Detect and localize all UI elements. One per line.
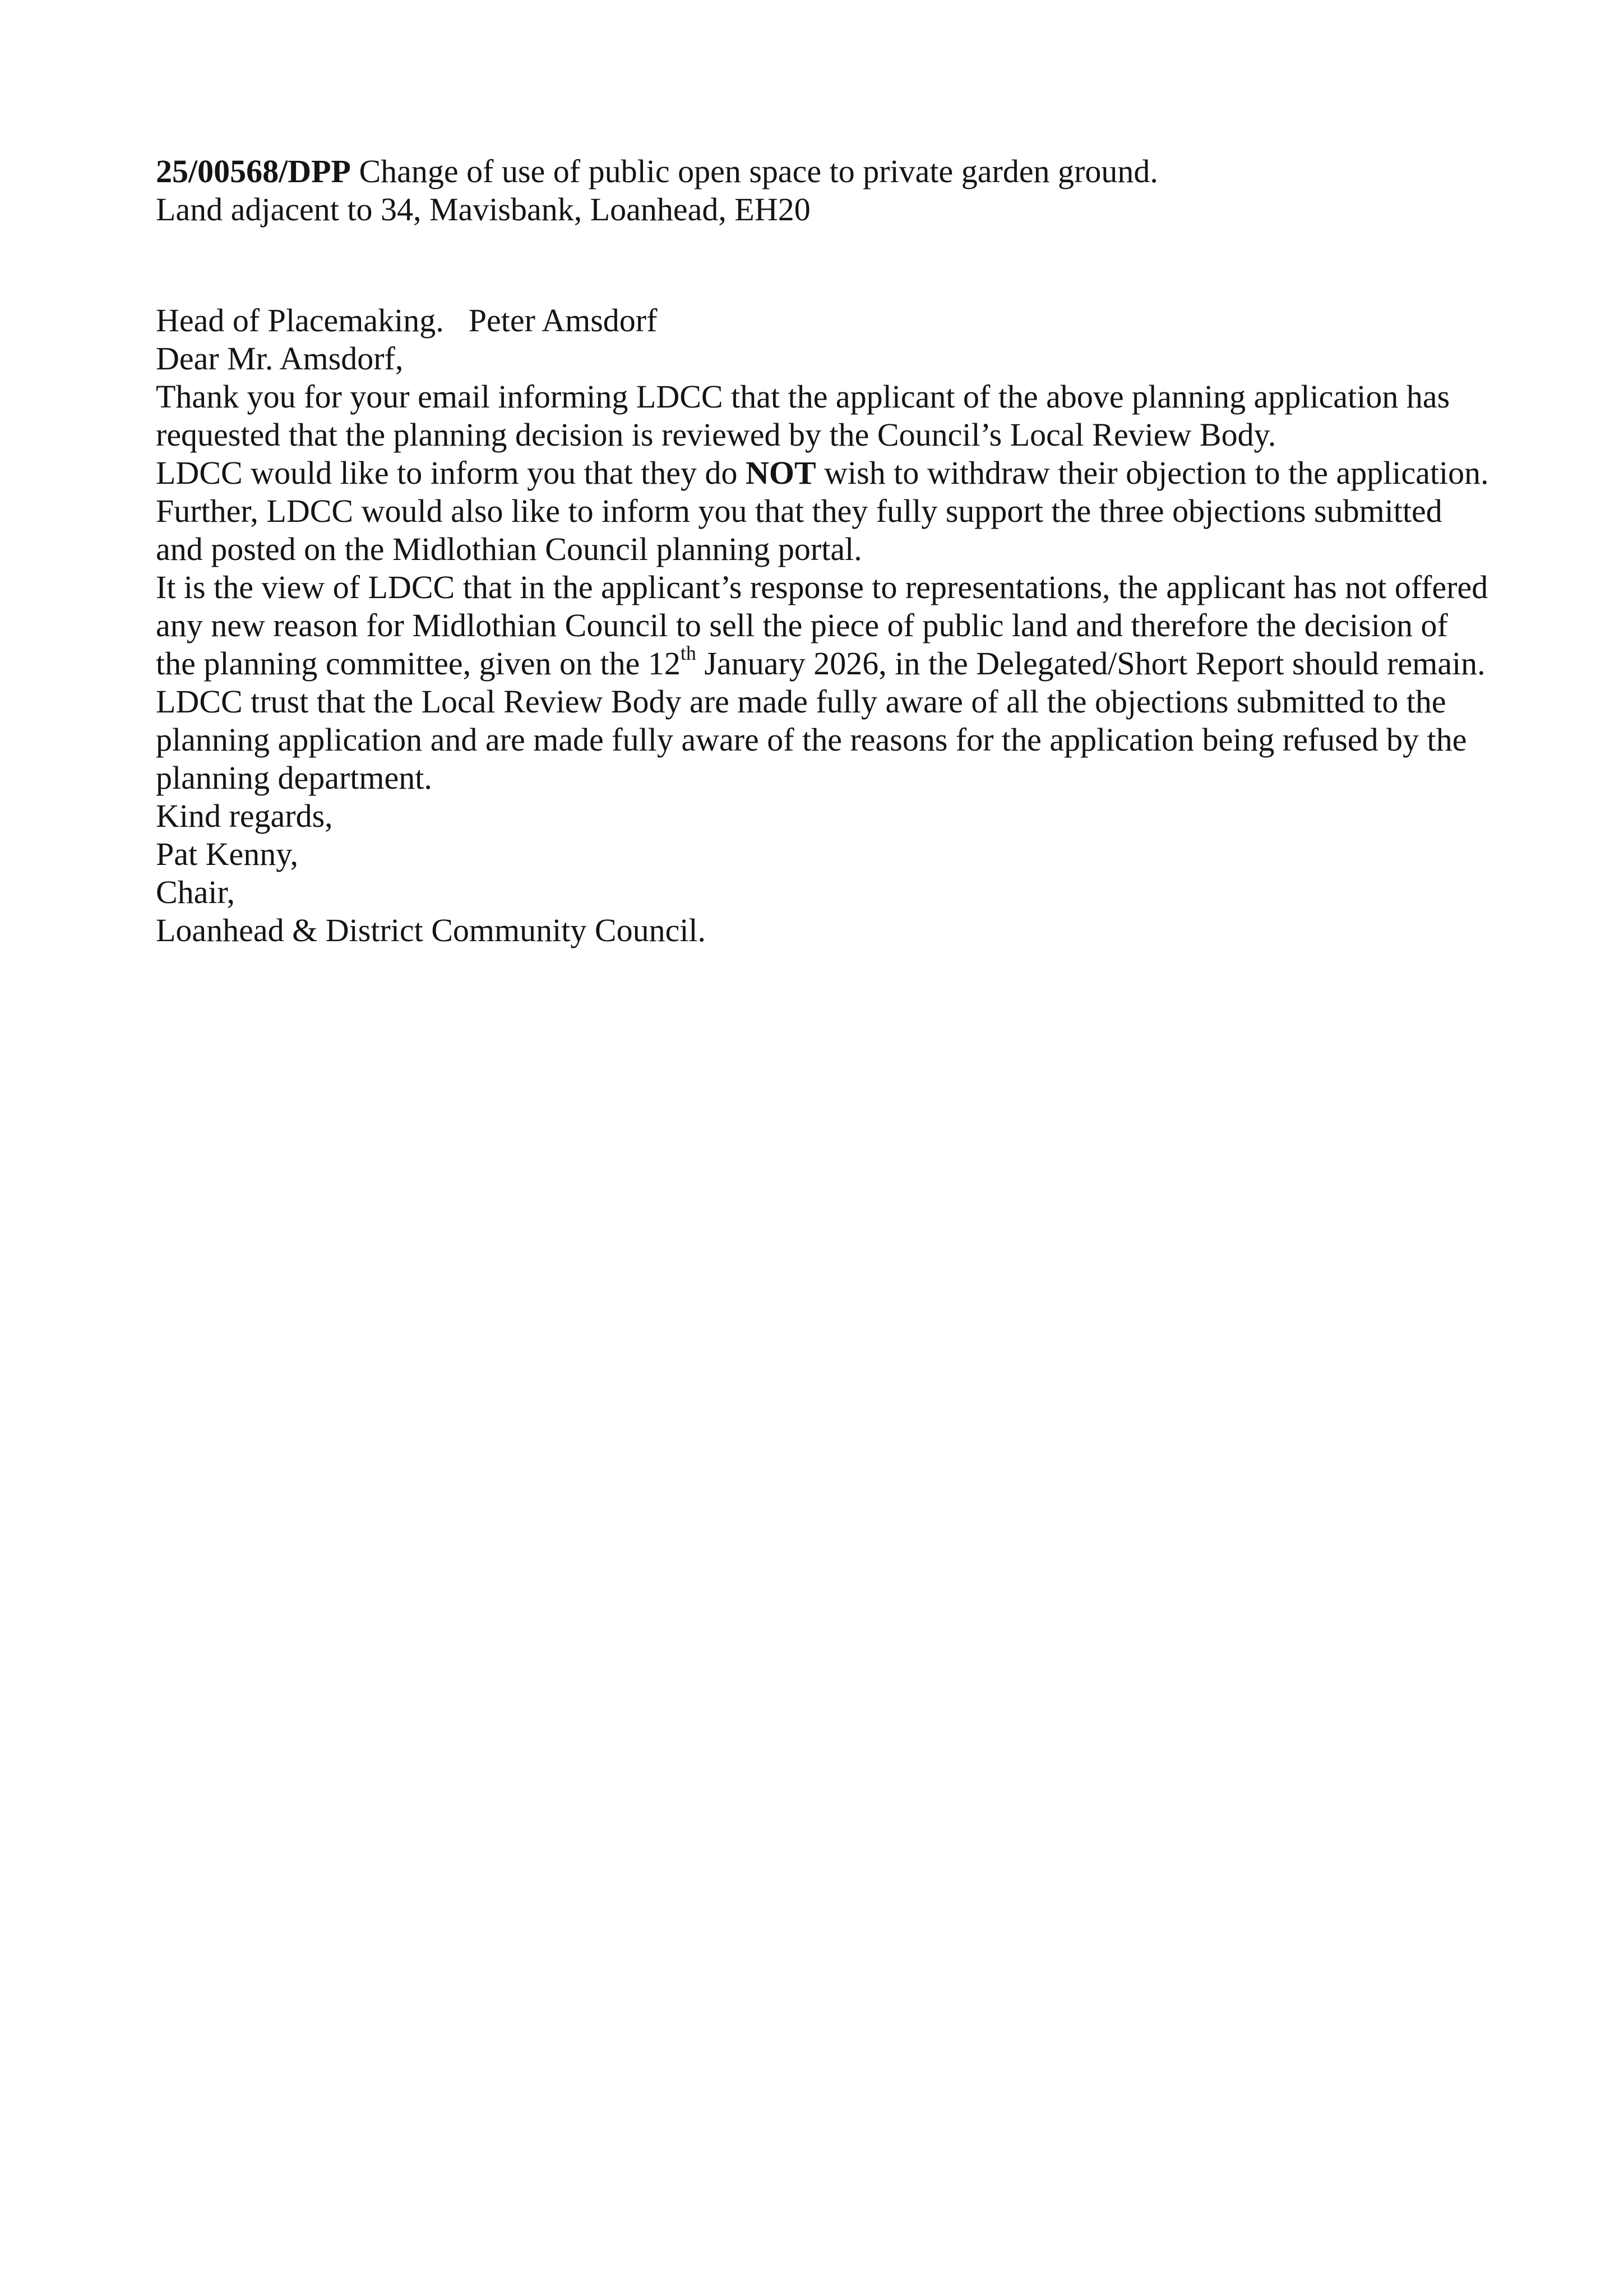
signatory-organisation: Loanhead & District Community Council.: [156, 912, 706, 948]
paragraph-5: LDCC trust that the Local Review Body are made fully aware of all the objections submitted to the planning application and are made fully aware of the reasons for the application being refused by the planning department.: [156, 683, 1467, 796]
paragraph-1: Thank you for your email informing LDCC that the applicant of the above planning application has requested that the planning decision is reviewed by the Council’s Local Review Body.: [156, 378, 1450, 453]
closing: Kind regards,: [156, 798, 333, 834]
paragraph-3: Further, LDCC would also like to inform you that they fully support the three objections submitted and posted on the Midlothian Council planning portal.: [156, 493, 1442, 567]
signatory-name: Pat Kenny,: [156, 836, 298, 872]
addressee-name: Peter Amsdorf: [468, 302, 658, 339]
ordinal-suffix: th: [680, 641, 696, 664]
site-address: Land adjacent to 34, Mavisbank, Loanhead, EH20: [156, 191, 811, 228]
spacer: [156, 229, 1490, 302]
paragraph-2-text-end: wish to withdraw their objection to the application.: [816, 455, 1489, 491]
paragraph-4-text-end: January 2026, in the Delegated/Short Report should remain.: [696, 645, 1486, 682]
paragraph-2-text: LDCC would like to inform you that they do: [156, 455, 746, 491]
salutation: Dear Mr. Amsdorf,: [156, 340, 404, 377]
paragraph-2: [156, 454, 1490, 492]
paragraph-4: [156, 568, 1490, 683]
addressee-role: Head of Placemaking.: [156, 302, 444, 339]
paragraph-4-text: It is the view of LDCC that in the applicant’s response to representations, the applicant has not offered any new reason for Midlothian Council to sell the piece of public land and therefore the decision of the planning committee, given on the 12: [156, 569, 1488, 682]
signatory-title: Chair,: [156, 874, 235, 910]
application-description: Change of use of public open space to private garden ground.: [350, 153, 1158, 189]
emphasis-not: NOT: [745, 455, 816, 491]
application-heading: [156, 152, 1490, 191]
letter-body: [156, 152, 1490, 950]
addressee-line: [156, 302, 1490, 340]
application-reference: 25/00568/DPP: [156, 153, 351, 189]
